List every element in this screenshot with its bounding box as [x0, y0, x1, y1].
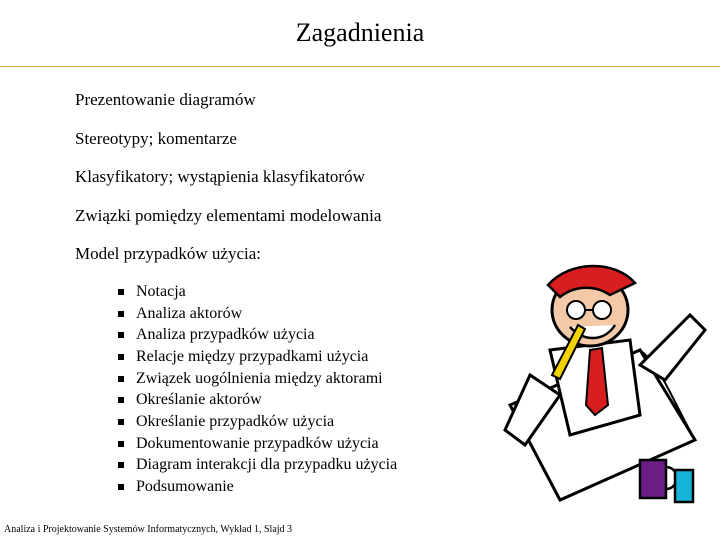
subtopic-label: Podsumowanie [136, 478, 234, 496]
title-divider [0, 66, 720, 67]
square-bullet-icon [118, 289, 124, 295]
square-bullet-icon [118, 354, 124, 360]
slide-footer: Analiza i Projektowanie Systemów Informatycznych, Wykład 1, Slajd 3 [4, 524, 293, 535]
subtopic-item [118, 324, 397, 346]
subtopic-item [118, 368, 397, 390]
subtopic-item [118, 346, 397, 368]
subtopic-list [118, 281, 397, 498]
subtopic-label: Relacje między przypadkami użycia [136, 347, 369, 365]
subtopic-label: Analiza przypadków użycia [136, 326, 315, 344]
subtopic-item [118, 476, 397, 498]
topic-item: Model przypadków użycia: [75, 244, 261, 263]
subtopic-label: Związek uogólnienia między aktorami [136, 369, 383, 387]
slide-title: Zagadnienia [295, 18, 425, 47]
square-bullet-icon [118, 462, 124, 468]
man-writing-clipart-icon [490, 255, 715, 510]
subtopic-item [118, 281, 397, 303]
subtopic-label: Analiza aktorów [136, 304, 243, 322]
subtopic-label: Określanie aktorów [136, 391, 262, 409]
square-bullet-icon [118, 419, 124, 425]
square-bullet-icon [118, 397, 124, 403]
subtopic-label: Diagram interakcji dla przypadku użycia [136, 456, 398, 474]
topic-list [75, 90, 381, 283]
subtopic-label: Dokumentowanie przypadków użycia [136, 434, 379, 452]
topic-item: Prezentowanie diagramów [75, 90, 256, 109]
square-bullet-icon [118, 311, 124, 317]
topic-item: Stereotypy; komentarze [75, 128, 237, 148]
subtopic-item [118, 389, 397, 411]
square-bullet-icon [118, 332, 124, 338]
square-bullet-icon [118, 376, 124, 382]
square-bullet-icon [118, 484, 124, 490]
topic-item: Klasyfikatory; wystąpienia klasyfikatorów [75, 167, 365, 186]
subtopic-item [118, 455, 397, 477]
subtopic-label: Określanie przypadków użycia [136, 412, 335, 430]
square-bullet-icon [118, 441, 124, 447]
subtopic-item [118, 433, 397, 455]
subtopic-label: Notacja [136, 282, 186, 300]
topic-item: Związki pomiędzy elementami modelowania [75, 205, 382, 225]
subtopic-item [118, 411, 397, 433]
subtopic-item [118, 303, 397, 325]
